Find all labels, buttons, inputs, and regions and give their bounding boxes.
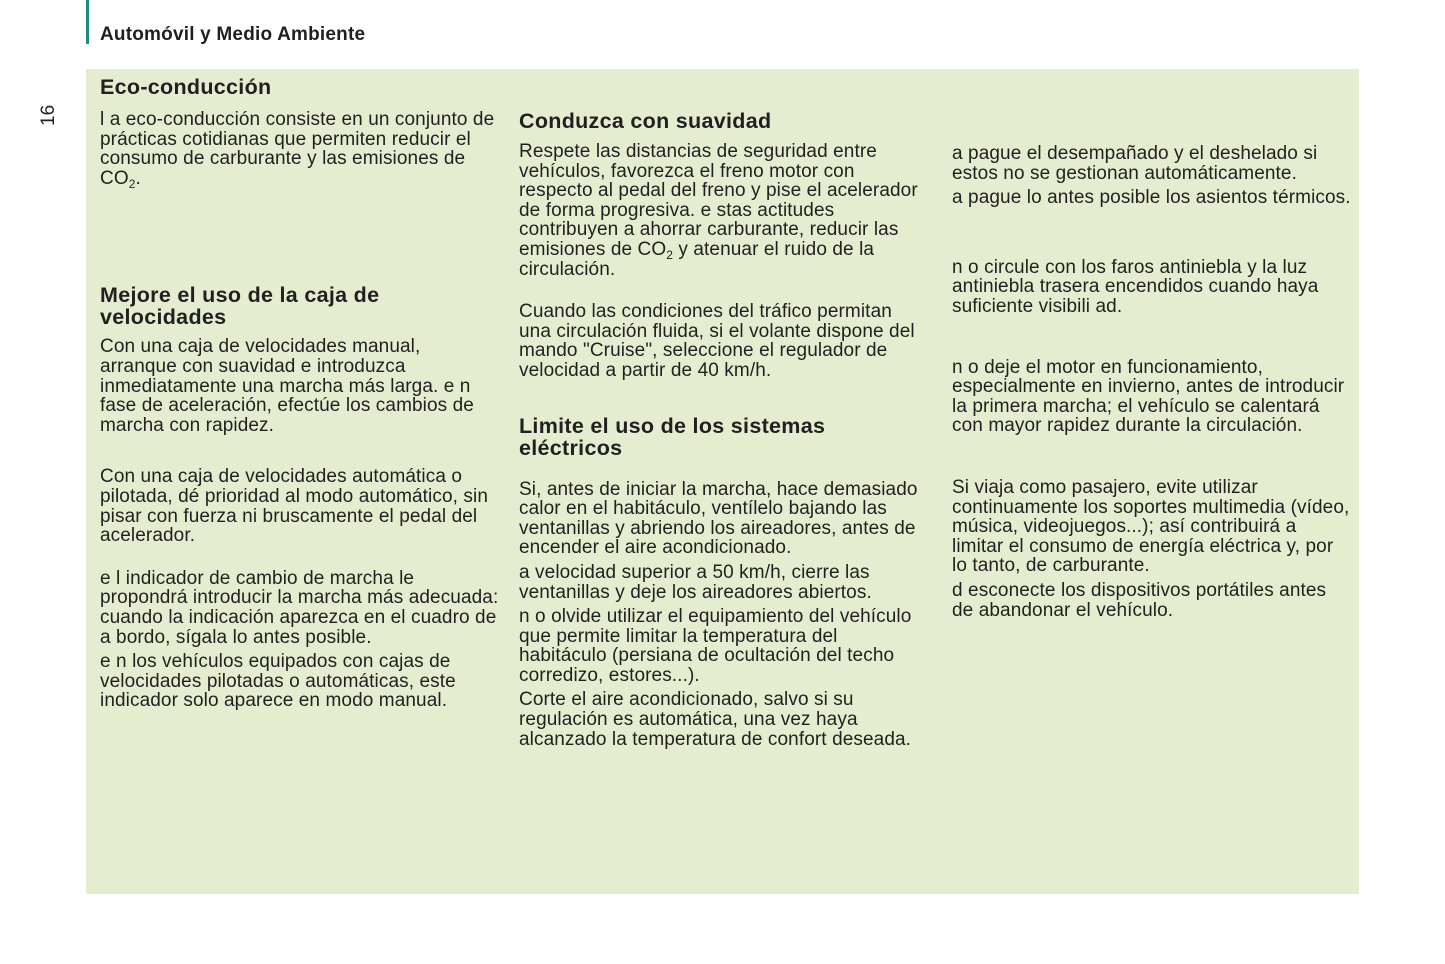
electric-systems-heading: Limite el uso de los sistemas eléctricos — [519, 413, 826, 460]
gearbox-paragraph-automatic: Con una caja de velocidades automática o pilotada, dé prioridad al modo automático, sin pisar con fuerza ni bruscamente el pedal del acelerador. — [100, 466, 488, 547]
gearbox-paragraph-manual: Con una caja de velocidades manual, arranque con suavidad e introduzca inmediatamente una marcha más larga. e n fase de aceleración, efectúe los cambios de marcha con rapidez. — [100, 336, 474, 436]
smooth-driving-heading: Conduzca con suavidad — [519, 109, 772, 133]
tip-portable-devices: d esconecte los dispositivos portátiles antes de abandonar el vehículo. — [952, 579, 1327, 621]
eco-driving-paragraph — [100, 109, 500, 191]
tip-engine-idle: n o deje el motor en funcionamiento, especialmente en invierno, antes de introducir la primera marcha; el vehículo se calentará con mayor rapidez durante la circulación. — [952, 356, 1345, 437]
electric-paragraph-2: a velocidad superior a 50 km/h, cierre las ventanillas y deje los aireadores abiertos. — [519, 561, 872, 603]
smooth-text-main: Respete las distancias de seguridad entre vehículos, favorezca el freno motor con respecto al pedal del freno y pise el acelerador de forma progresiva. e stas actitudes contribuyen a ahorrar carburante, reducir las emisiones de CO — [519, 141, 918, 260]
eco-text-main: l a eco-conducción consiste en un conjunto de prácticas cotidianas que permiten reducir el consumo de carburante y las emisiones de CO — [100, 109, 495, 189]
page-number: 16 — [38, 104, 59, 126]
smooth-driving-paragraph-2: Cuando las condiciones del tráfico permitan una circulación fluida, si el volante dispone del mando "Cruise", seleccione el regulador de velocidad a partir de 40 km/h. — [519, 301, 915, 381]
electric-paragraph-1: Si, antes de iniciar la marcha, hace demasiado calor en el habitáculo, ventílelo bajando las ventanillas y abriendo los aireadores, antes de encender el aire acondicionado. — [519, 478, 918, 559]
column-3 — [952, 144, 1352, 620]
gearbox-paragraph-indicator: e l indicador de cambio de marcha le propondrá introducir la marcha más adecuada: cuando la indicación aparezca en el cuadro de a bordo, sígala lo antes posible. — [100, 567, 499, 648]
electric-paragraph-4: Corte el aire acondicionado, salvo si su regulación es automática, una vez haya alcanzado la temperatura de confort deseada. — [519, 689, 912, 750]
column-1 — [100, 76, 500, 711]
gearbox-heading: Mejore el uso de la caja de velocidades — [100, 283, 380, 330]
tip-heated-seats: a pague lo antes posible los asientos térmicos. — [952, 187, 1351, 209]
header-accent-bar — [86, 0, 89, 44]
smooth-text-end: y atenuar el ruido de la circulación. — [519, 238, 875, 280]
gearbox-paragraph-indicator-note: e n los vehículos equipados con cajas de velocidades pilotadas o automáticas, este indicador solo aparece en modo manual. — [100, 651, 456, 712]
co2-subscript: 2 — [666, 247, 674, 262]
eco-text-end: . — [135, 167, 141, 189]
co2-subscript: 2 — [128, 176, 136, 191]
section-title: Automóvil y Medio Ambiente — [100, 24, 366, 45]
eco-driving-heading: Eco-conducción — [100, 75, 272, 99]
tip-fog-lights: n o circule con los faros antiniebla y la luz antiniebla trasera encendidos cuando haya suficiente visibili ad. — [952, 256, 1319, 317]
tip-defrost: a pague el desempañado y el deshelado si estos no se gestionan automáticamente. — [952, 143, 1318, 184]
electric-paragraph-3: n o olvide utilizar el equipamiento del vehículo que permite limitar la temperatura del habitáculo (persiana de ocultación del techo corredizo, estores...). — [519, 606, 912, 686]
tip-multimedia: Si viaja como pasajero, evite utilizar continuamente los soportes multimedia (vídeo, música, videojuegos...); así contribuirá a limitar el consumo de energía eléctrica y, por lo tanto, de carburante. — [952, 476, 1350, 577]
smooth-driving-paragraph-1 — [519, 142, 929, 279]
column-2 — [519, 110, 929, 749]
